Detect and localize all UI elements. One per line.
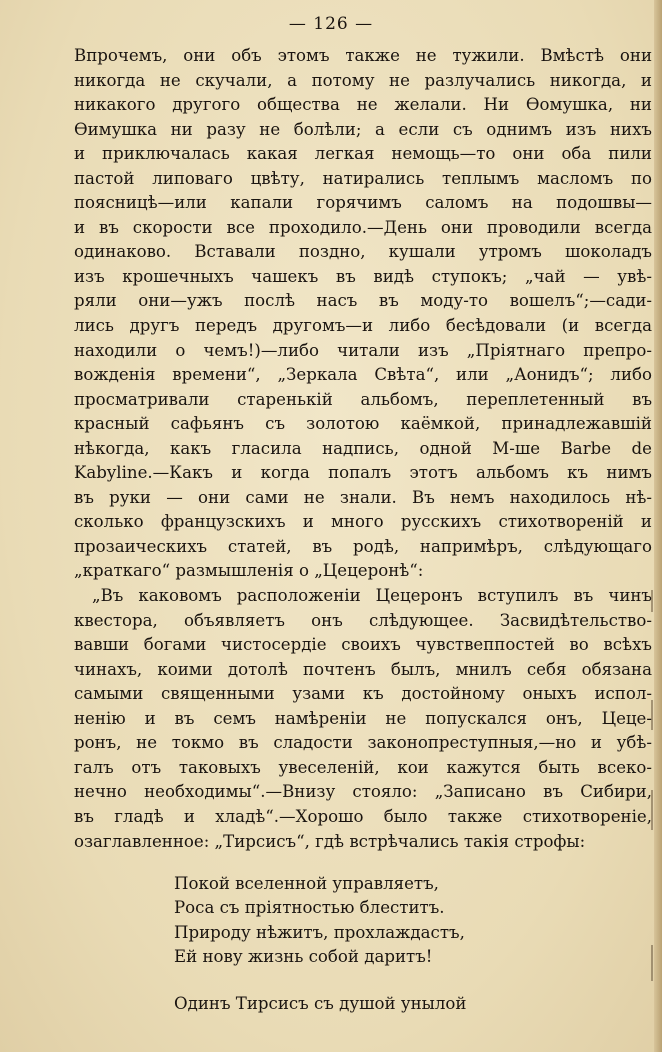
- text-line: вожденія времени“, „Зеркала Свѣта“, или „Аонидъ“; либо: [74, 365, 652, 385]
- text-line: красный сафьянъ съ золотою каёмкой, принадлежавшій: [74, 414, 652, 434]
- text-line: въ гладѣ и хладѣ“.—Хорошо было также стихотвореніе,: [74, 806, 652, 826]
- text-line: „краткаго“ размышленія о „Цецеронѣ“:: [74, 561, 424, 581]
- poem-line: Роса съ пріятностью блеститъ.: [174, 898, 445, 918]
- text-line: „Въ каковомъ расположеніи Цецеронъ вступилъ въ чинъ: [92, 586, 652, 606]
- text-line: Ѳимушка ни разу не болѣли; а если съ однимъ изъ нихъ: [74, 119, 652, 139]
- text-line: ронъ, не токмо въ сладости законопреступныя,—но и убѣ-: [74, 733, 652, 753]
- text-line: никакого другого общества не желали. Ни Ѳомушка, ни: [74, 95, 652, 115]
- text-line: въ руки — они сами не знали. Въ немъ находилось нѣ-: [74, 487, 652, 507]
- text-line: ряли они—ужъ послѣ насъ въ моду-то вошелъ“;—сади-: [74, 291, 652, 311]
- text-line: галъ отъ таковыхъ увеселеній, кои кажутся быть всеко-: [74, 757, 652, 777]
- poem-line: Природу нѣжитъ, прохлаждастъ,: [174, 922, 465, 942]
- text-line: и приключалась какая легкая немощь—то они оба пили: [74, 144, 652, 164]
- text-line: просматривали старенькій альбомъ, переплетенный въ: [74, 389, 652, 409]
- page-edge: [654, 0, 662, 1052]
- body-text: [74, 44, 652, 854]
- text-line: никогда не скучали, а потому не разлучались никогда, и: [74, 70, 652, 90]
- margin-mark: [651, 945, 653, 981]
- text-line: Kabyline.—Какъ и когда попалъ этотъ альбомъ къ нимъ: [74, 463, 652, 483]
- text-line: Впрочемъ, они объ этомъ также не тужили. Вмѣстѣ они: [74, 46, 652, 65]
- text-line: вавши богами чистосердіе своихъ чувствеппостей во всѣхъ: [74, 635, 652, 655]
- text-line: изъ крошечныхъ чашекъ въ видѣ ступокъ; „чай — увѣ-: [74, 266, 652, 286]
- poem-line: Одинъ Тирсисъ съ душой унылой: [174, 993, 467, 1013]
- page-number: — 126 —: [288, 14, 374, 34]
- poem-stanza: [174, 872, 514, 1016]
- stanza-gap: [174, 970, 514, 992]
- text-line: находили о чемъ!)—либо читали изъ „Пріятнаго препро-: [74, 340, 652, 360]
- text-line: одинаково. Вставали поздно, кушали утромъ шоколадъ: [74, 242, 652, 262]
- text-line: сколько французскихъ и много русскихъ стихотвореній и: [74, 512, 652, 532]
- text-line: нечно необходимы“.—Внизу стояло: „Записано въ Сибири,: [74, 782, 652, 802]
- text-line: лись другъ передъ другомъ—и либо бесѣдовали (и всегда: [74, 316, 652, 336]
- text-line: озаглавленное: „Тирсисъ“, гдѣ встрѣчались такія строфы:: [74, 831, 586, 851]
- poem-line: Покой вселенной управляетъ,: [174, 874, 439, 893]
- text-line: чинахъ, коими дотолѣ почтенъ былъ, мнилъ себя обязана: [74, 659, 652, 679]
- text-line: самыми священными узами къ достойному оныхъ испол-: [74, 684, 652, 704]
- poem-line: Ей нову жизнь собой даритъ!: [174, 947, 433, 967]
- text-line: поясницѣ—или капали горячимъ саломъ на подошвы—: [74, 193, 652, 213]
- text-line: пастой липоваго цвѣту, натирались теплымъ масломъ по: [74, 168, 652, 188]
- text-line: прозаическихъ статей, въ родѣ, напримѣръ, слѣдующаго: [74, 536, 652, 556]
- text-line: квестора, объявляетъ онъ слѣдующее. Засвидѣтельство-: [74, 610, 652, 630]
- text-line: ненію и въ семъ намѣреніи не попускался онъ, Цеце-: [74, 708, 652, 728]
- text-line: и въ скорости все проходило.—День они проводили всегда: [74, 217, 652, 237]
- text-line: нѣкогда, какъ гласила надпись, одной М-ше Barbe de: [74, 438, 652, 458]
